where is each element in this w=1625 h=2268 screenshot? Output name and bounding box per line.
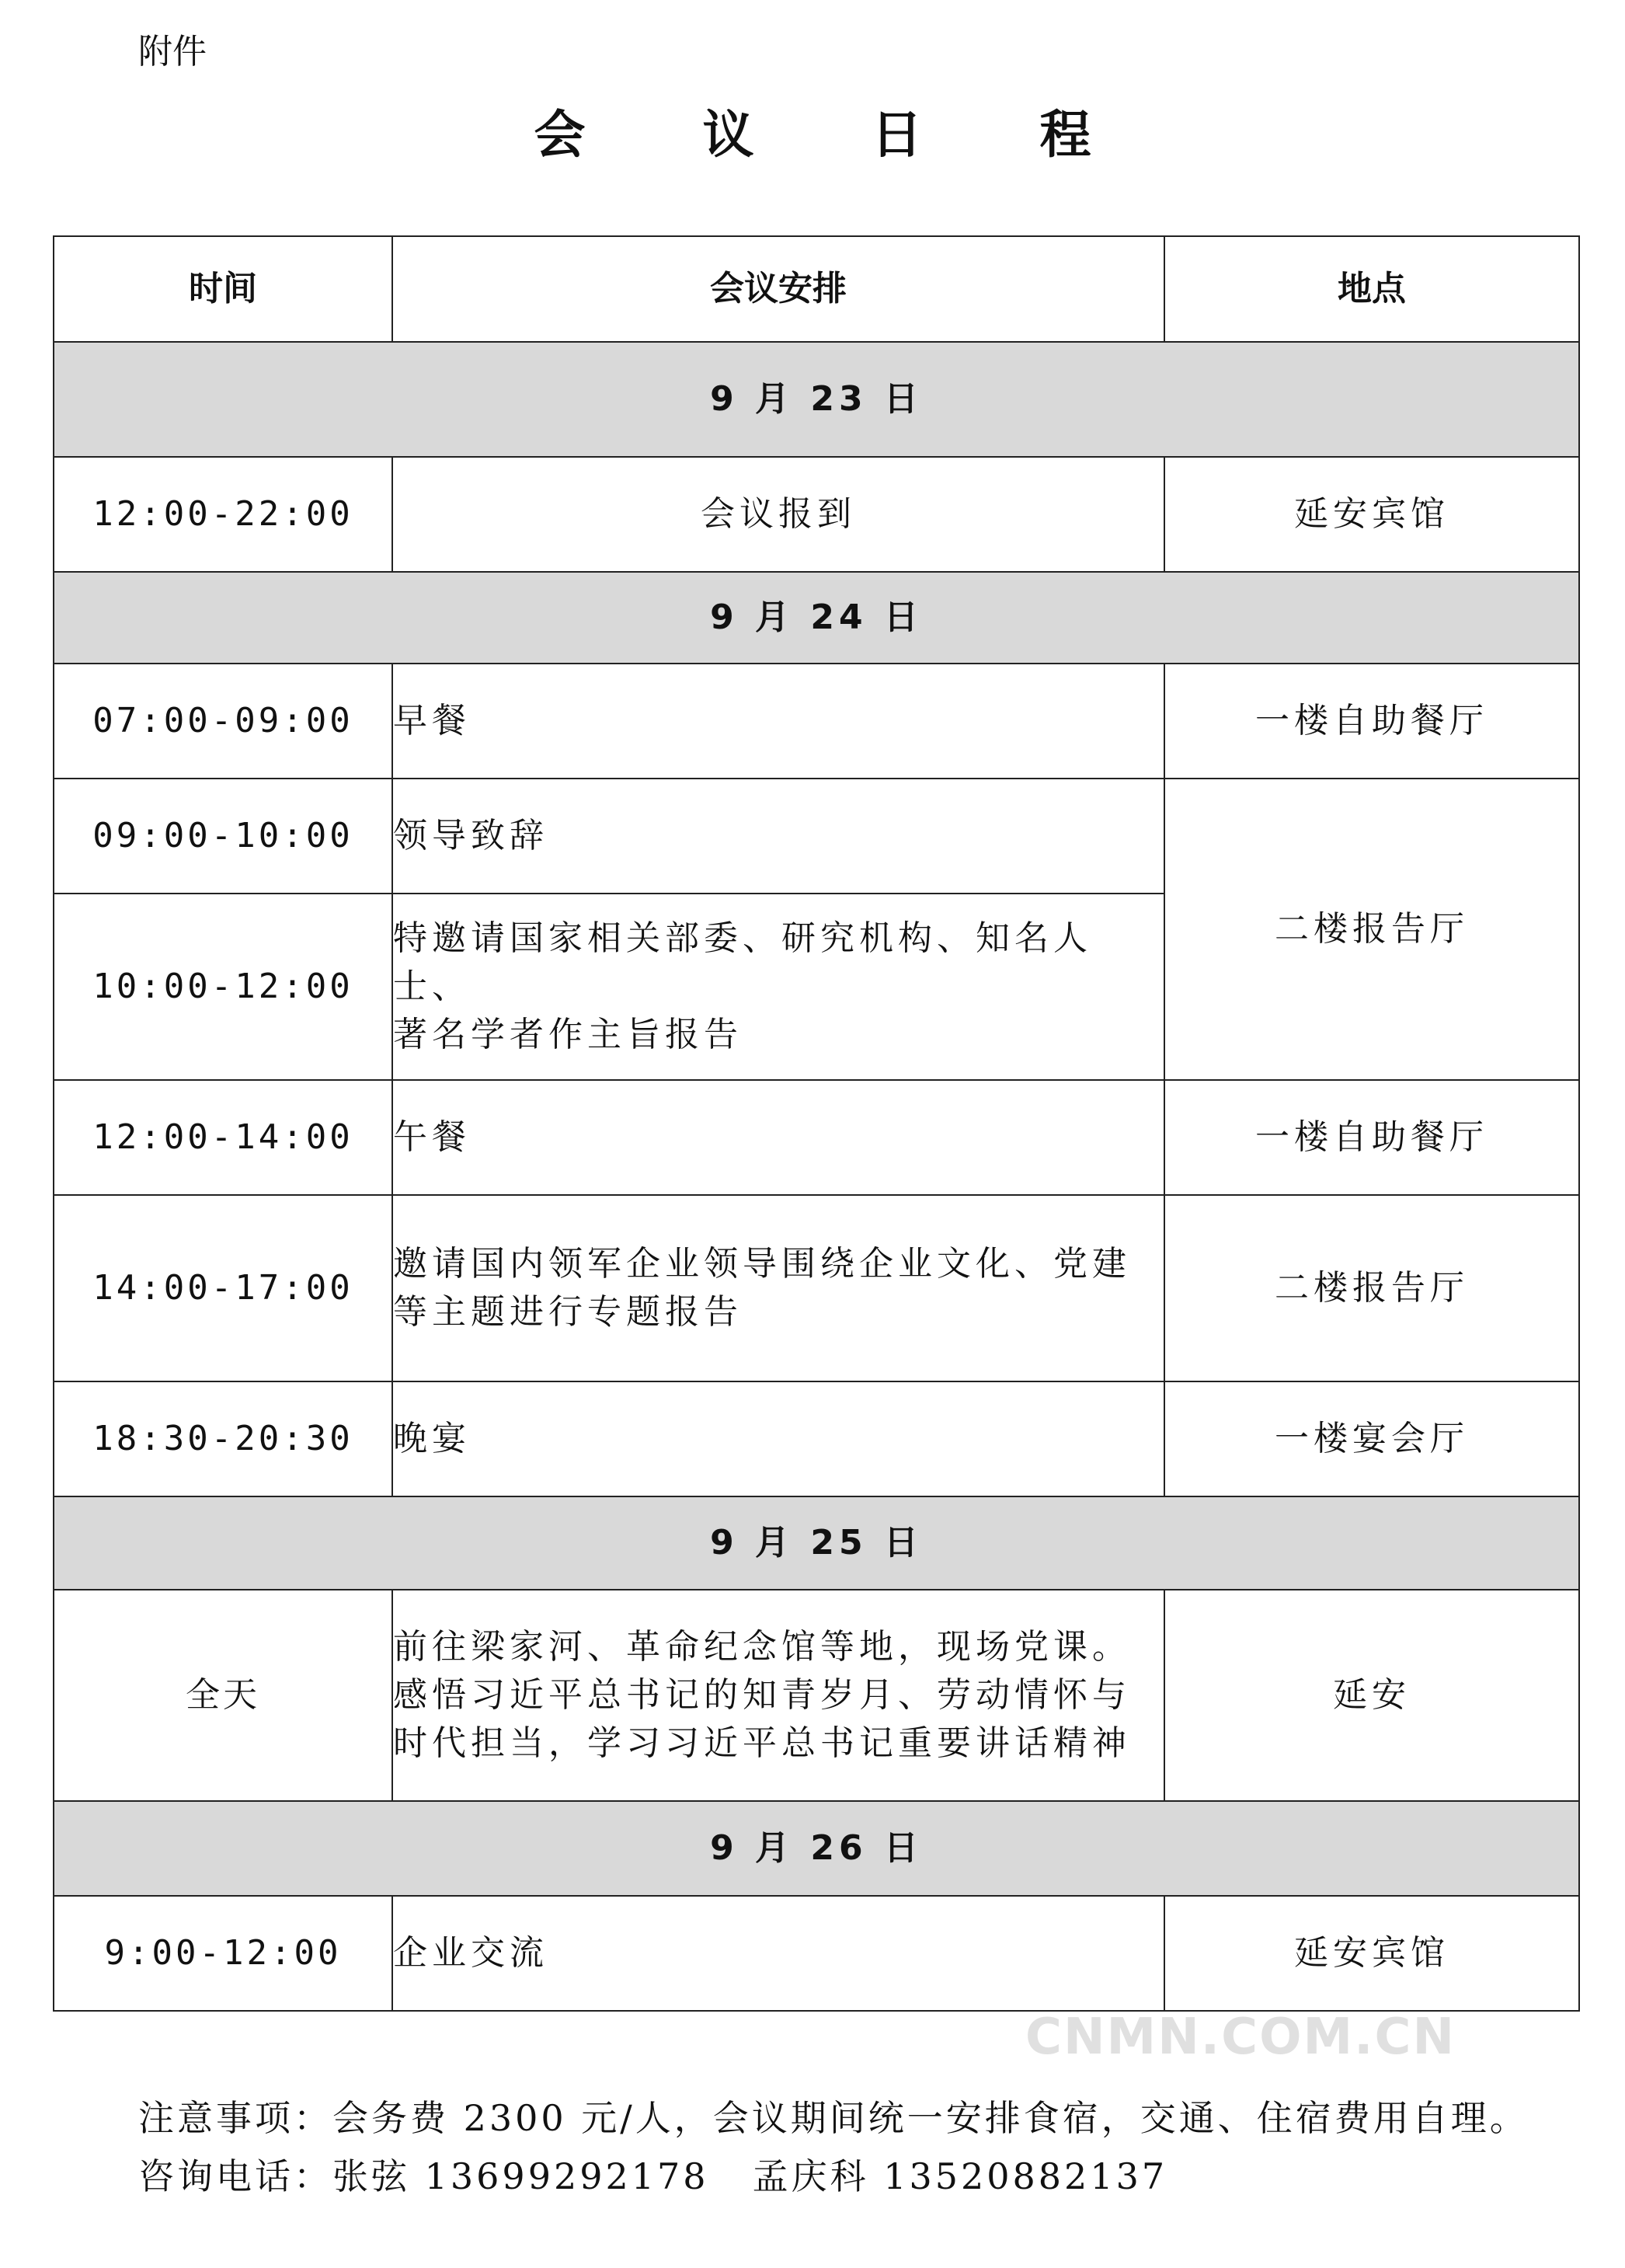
location-cell: 一楼自助餐厅 xyxy=(1164,1080,1579,1195)
time-cell: 12:00-22:00 xyxy=(54,457,392,572)
table-row xyxy=(54,1896,1579,2011)
arrangement-line: 特邀请国家相关部委、研究机构、知名人士、 xyxy=(393,918,1092,1006)
arrangement-line: 前往梁家河、革命纪念馆等地，现场党课。 xyxy=(393,1627,1131,1667)
time-cell: 9:00-12:00 xyxy=(54,1896,392,2011)
contact-label: 咨询电话：张弦 xyxy=(138,2155,410,2197)
table-row xyxy=(54,1381,1579,1496)
arrangement-line: 等主题进行专题报告 xyxy=(393,1292,743,1332)
time-cell: 12:00-14:00 xyxy=(54,1080,392,1195)
arrangement-cell xyxy=(392,1590,1164,1801)
time-cell: 全天 xyxy=(54,1590,392,1801)
arrangement-cell: 企业交流 xyxy=(392,1896,1164,2011)
location-cell: 一楼宴会厅 xyxy=(1164,1381,1579,1496)
location-cell: 延安 xyxy=(1164,1590,1579,1801)
date-cell: 9 月 24 日 xyxy=(54,572,1579,664)
notes-line: 注意事项：会务费 2300 元/人，会议期间统一安排食宿，交通、住宿费用自理。 xyxy=(138,2097,1529,2139)
arrangement-cell: 会议报到 xyxy=(392,457,1164,572)
date-row xyxy=(54,1496,1579,1590)
contact-name: 孟庆科 xyxy=(752,2155,869,2197)
header-arrangement: 会议安排 xyxy=(392,236,1164,342)
table-row xyxy=(54,779,1579,894)
location-cell: 二楼报告厅 xyxy=(1164,1195,1579,1381)
arrangement-line: 邀请国内领军企业领导围绕企业文化、党建 xyxy=(393,1244,1131,1284)
table-row xyxy=(54,457,1579,572)
arrangement-cell xyxy=(392,894,1164,1080)
arrangement-cell xyxy=(392,1195,1164,1381)
location-cell: 二楼报告厅 xyxy=(1164,779,1579,1080)
time-cell: 14:00-17:00 xyxy=(54,1195,392,1381)
page-title: 会 议 日 程 xyxy=(534,104,1141,165)
contact-line xyxy=(138,2148,1167,2200)
date-row xyxy=(54,572,1579,664)
date-row xyxy=(54,342,1579,457)
date-cell: 9 月 25 日 xyxy=(54,1496,1579,1590)
location-cell: 一楼自助餐厅 xyxy=(1164,664,1579,779)
time-cell: 09:00-10:00 xyxy=(54,779,392,894)
schedule-table xyxy=(53,235,1580,2012)
arrangement-line: 时代担当，学习习近平总书记重要讲话精神 xyxy=(393,1723,1131,1763)
date-cell: 9 月 23 日 xyxy=(54,342,1579,457)
table-row xyxy=(54,1080,1579,1195)
date-cell: 9 月 26 日 xyxy=(54,1801,1579,1896)
time-cell: 10:00-12:00 xyxy=(54,894,392,1080)
contact-phone: 13699292178 xyxy=(424,2155,709,2197)
watermark: CNMN.COM.CN xyxy=(1025,2008,1456,2066)
location-cell: 延安宾馆 xyxy=(1164,1896,1579,2011)
header-location: 地点 xyxy=(1164,236,1579,342)
time-cell: 18:30-20:30 xyxy=(54,1381,392,1496)
attachment-label: 附件 xyxy=(138,32,207,71)
table-row xyxy=(54,1195,1579,1381)
arrangement-line: 著名学者作主旨报告 xyxy=(393,1015,743,1054)
table-row xyxy=(54,664,1579,779)
arrangement-line: 感悟习近平总书记的知青岁月、劳动情怀与 xyxy=(393,1675,1131,1715)
header-time: 时间 xyxy=(54,236,392,342)
contact-phone: 13520882137 xyxy=(883,2155,1168,2197)
arrangement-cell: 早餐 xyxy=(392,664,1164,779)
arrangement-cell: 晚宴 xyxy=(392,1381,1164,1496)
table-header-row xyxy=(54,236,1579,342)
location-cell: 延安宾馆 xyxy=(1164,457,1579,572)
arrangement-cell: 午餐 xyxy=(392,1080,1164,1195)
date-row xyxy=(54,1801,1579,1896)
arrangement-cell: 领导致辞 xyxy=(392,779,1164,894)
time-cell: 07:00-09:00 xyxy=(54,664,392,779)
table-row xyxy=(54,1590,1579,1801)
